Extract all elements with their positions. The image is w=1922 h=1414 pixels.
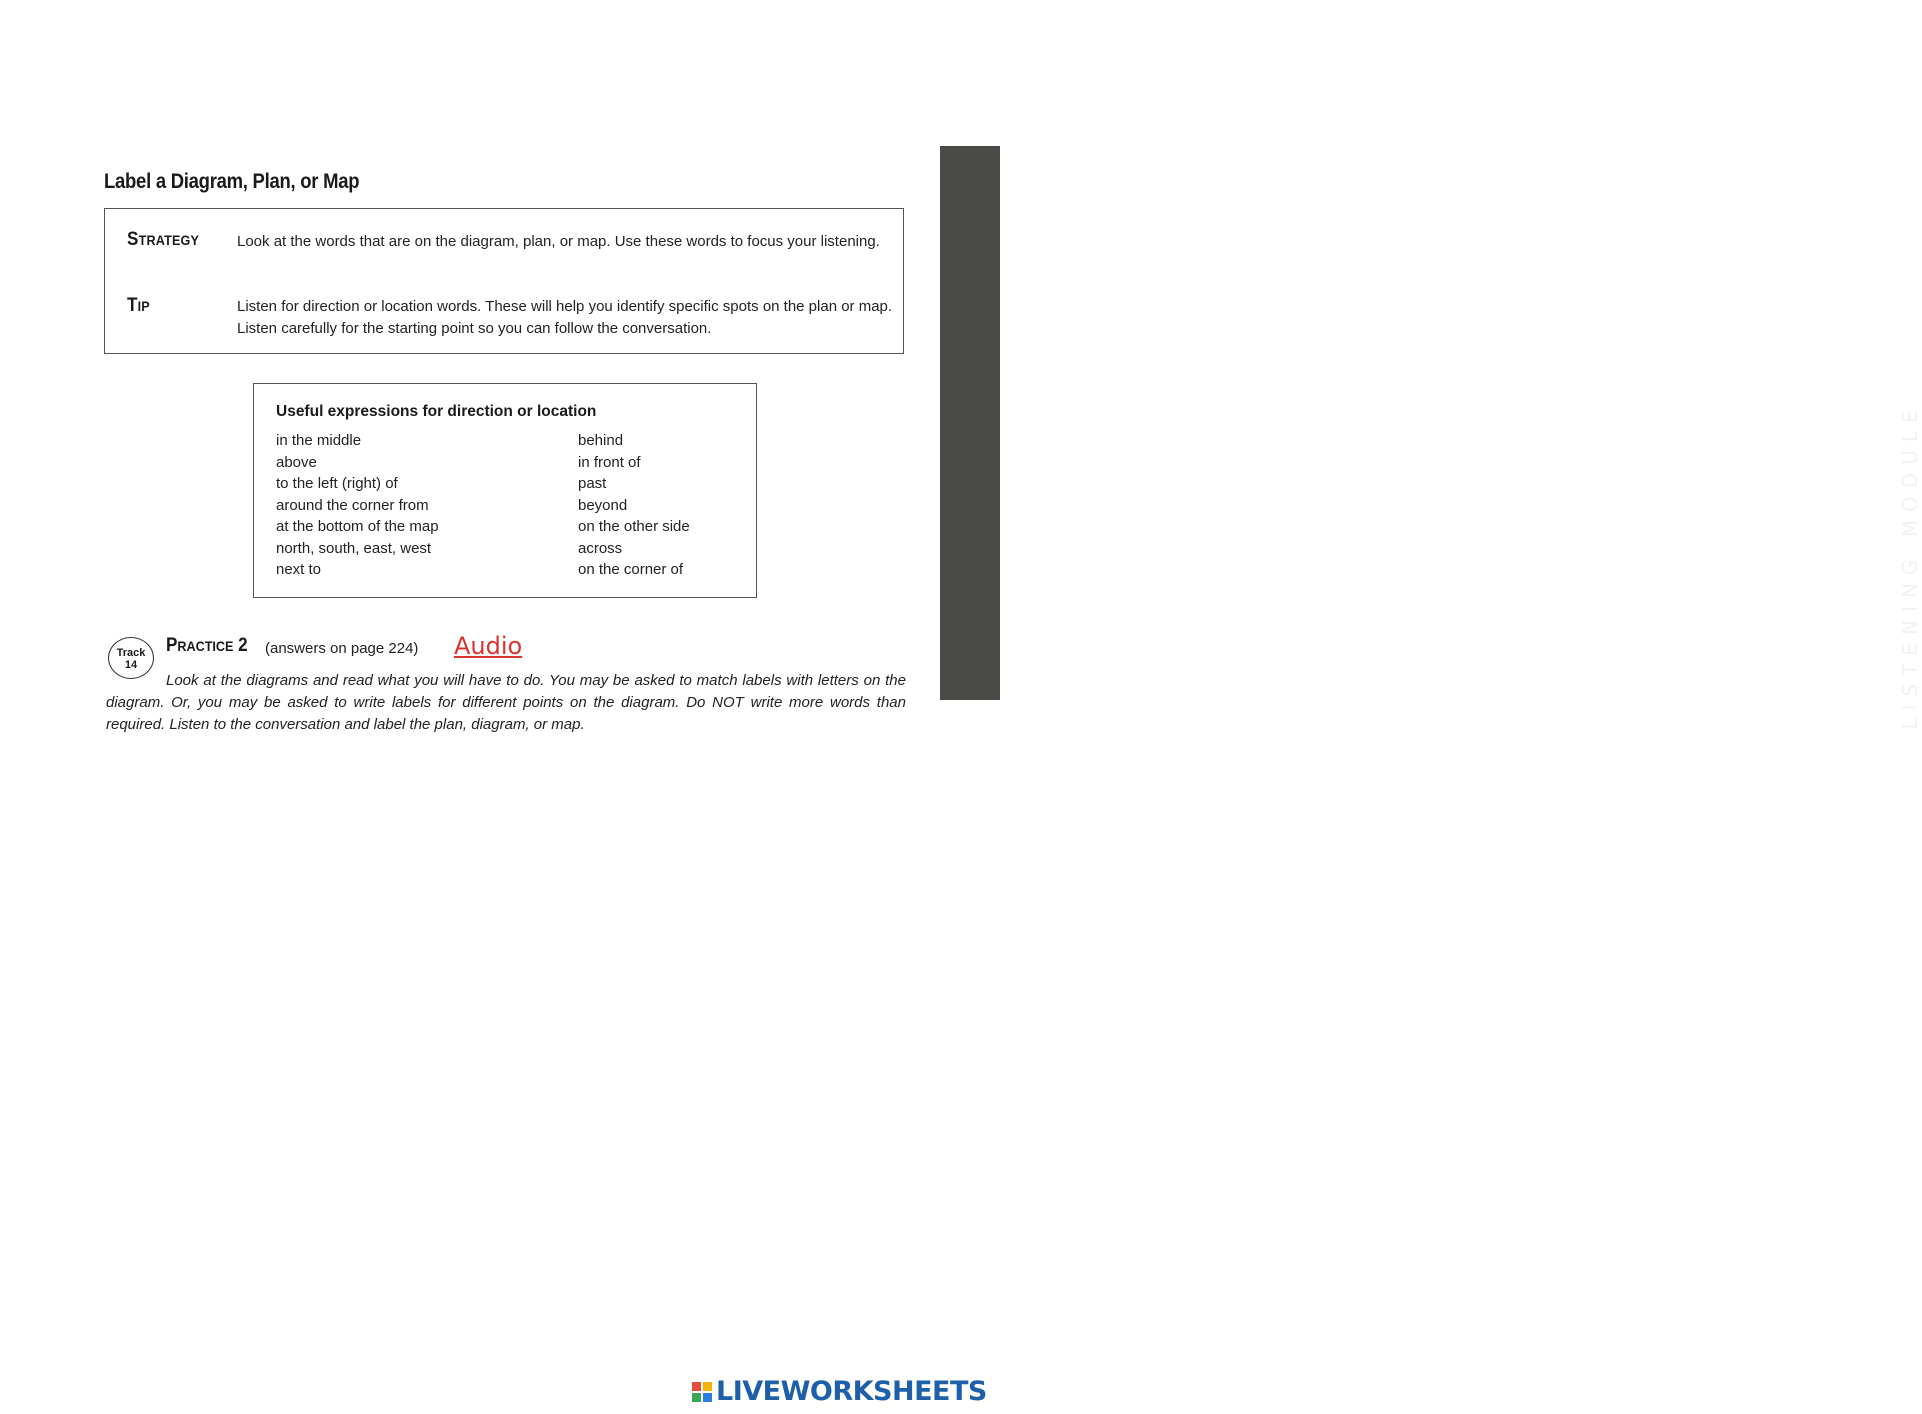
expression-item: behind	[578, 432, 624, 449]
strategy-label: STRATEGY	[127, 229, 200, 250]
logo-square	[703, 1382, 712, 1391]
logo-square	[692, 1393, 701, 1402]
logo-grid-icon	[692, 1382, 712, 1402]
audio-link[interactable]: Audio	[454, 632, 523, 660]
expressions-heading: Useful expressions for direction or location	[276, 403, 597, 420]
expression-item: next to	[276, 561, 322, 578]
expressions-box	[253, 383, 757, 598]
expression-item: in front of	[578, 453, 641, 471]
expression-item: north, south, east, west	[276, 539, 432, 557]
tip-label: TIP	[127, 295, 150, 316]
logo-square	[703, 1393, 712, 1402]
expression-item: above	[276, 453, 317, 471]
logo-square	[692, 1382, 701, 1391]
liveworksheets-logo	[692, 1376, 987, 1407]
expression-item: at the bottom of the map	[276, 518, 439, 535]
expression-item: to the left (right) of	[276, 475, 398, 492]
expression-item: on the corner of	[578, 561, 684, 578]
side-tab-label: LISTENING MODULE	[1898, 402, 1922, 730]
expression-item: beyond	[578, 496, 628, 514]
section-title: Label a Diagram, Plan, or Map	[104, 170, 360, 193]
expression-item: across	[578, 539, 623, 557]
expression-item: on the other side	[578, 518, 690, 535]
strategy-text: Look at the words that are on the diagram, plan, or map. Use these words to focus your listening.	[237, 233, 880, 250]
logo-text: LIVEWORKSHEETS	[716, 1376, 987, 1407]
strategy-tip-box	[104, 208, 904, 354]
tip-text: Listen for direction or location words. These will help you identify specific spots on the plan or map. Listen carefully for the starting point so you can follow the conversation.	[237, 298, 893, 337]
track-word: Track	[116, 647, 146, 659]
side-tab	[940, 146, 1922, 730]
practice-instructions: Look at the diagrams and read what you will have to do. You may be asked to match labels with letters on the diagram. Or, you may be asked to write labels for different points on the diagram. Do NOT write more words than required. Listen to the conversation and label the plan, diagram, or map.	[106, 672, 906, 733]
answers-note: (answers on page 224)	[265, 640, 419, 657]
track-number: 14	[124, 659, 138, 671]
expression-item: in the middle	[276, 432, 362, 449]
expressions-right-column	[578, 430, 690, 581]
expressions-left-column	[276, 430, 439, 581]
expression-item: past	[578, 475, 607, 492]
practice-heading: PRACTICE 2	[166, 635, 248, 656]
expression-item: around the corner from	[276, 496, 429, 514]
